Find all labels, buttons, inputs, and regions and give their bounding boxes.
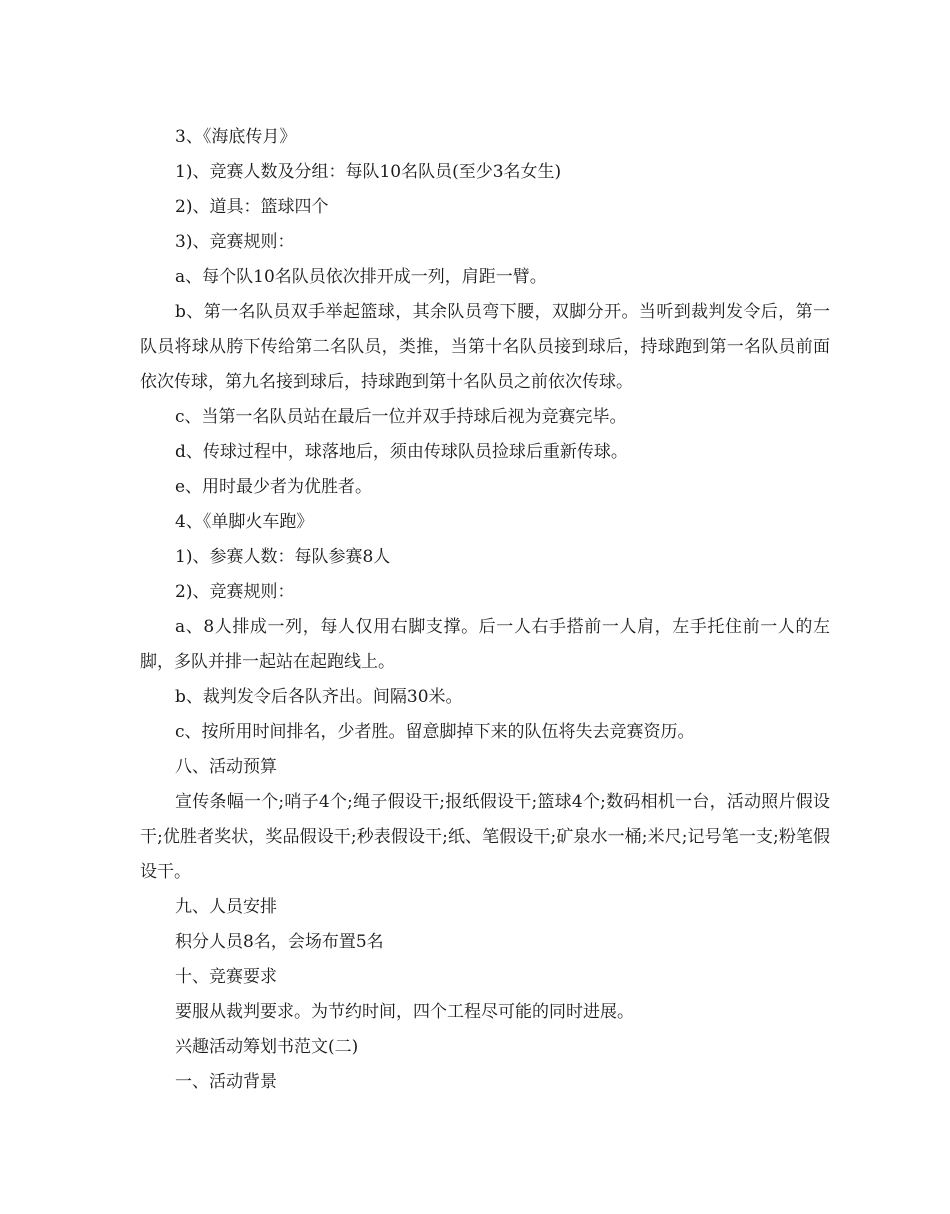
requirements-text: 要服从裁判要求。为节约时间，四个工程尽可能的同时进展。 (175, 1002, 634, 1022)
list-item-equipment: 2)、道具：篮球四个 (175, 197, 329, 217)
document-body (140, 120, 830, 1100)
section-heading-staffing: 九、人员安排 (175, 897, 277, 917)
rule-b-2: b、裁判发令后各队齐出。间隔30米。 (175, 687, 463, 707)
rule-c: c、当第一名队员站在最后一位并双手持球后视为竞赛完毕。 (175, 407, 627, 427)
rule-a: a、每个队10名队员依次排开成一列，肩距一臂。 (175, 267, 547, 287)
rule-a-2: a、8人排成一列，每人仅用右脚支撑。后一人右手搭前一人肩，左手托住前一人的左脚，多队并排一起站在起跑线上。 (140, 617, 830, 672)
document-title-2: 兴趣活动筹划书范文(二) (175, 1037, 359, 1057)
section-heading-background: 一、活动背景 (175, 1072, 277, 1092)
section-heading-budget: 八、活动预算 (175, 757, 277, 777)
budget-text: 宣传条幅一个;哨子4个;绳子假设干;报纸假设干;篮球4个;数码相机一台，活动照片假设干;优胜者奖状，奖品假设干;秒表假设干;纸、笔假设干;矿泉水一桶;米尺;记号笔一支;粉笔假设干。 (140, 792, 830, 882)
staffing-text: 积分人员8名，会场布置5名 (175, 932, 384, 952)
list-item-rules-heading: 3)、竞赛规则： (175, 232, 295, 252)
rule-c-2: c、按所用时间排名，少者胜。留意脚掉下来的队伍将失去竞赛资历。 (175, 722, 695, 742)
section-heading-haidi-chuanyue: 3、《海底传月》 (175, 127, 297, 147)
rule-b: b、第一名队员双手举起篮球，其余队员弯下腰，双脚分开。当听到裁判发令后，第一队员将球从胯下传给第二名队员，类推，当第十名队员接到球后，持球跑到第一名队员前面依次传球，第九名接到球后，持球跑到第十名队员之前依次传球。 (140, 302, 830, 392)
section-heading-danjiao-huochepao: 4、《单脚火车跑》 (175, 512, 314, 532)
list-item-rules-heading-2: 2)、竞赛规则： (175, 582, 295, 602)
rule-e: e、用时最少者为优胜者。 (175, 477, 373, 497)
list-item-participants-2: 1)、参赛人数：每队参赛8人 (175, 547, 391, 567)
list-item-participants: 1)、竞赛人数及分组：每队10名队员(至少3名女生) (175, 162, 562, 182)
rule-d: d、传球过程中，球落地后，须由传球队员捡球后重新传球。 (175, 442, 628, 462)
section-heading-requirements: 十、竞赛要求 (175, 967, 277, 987)
